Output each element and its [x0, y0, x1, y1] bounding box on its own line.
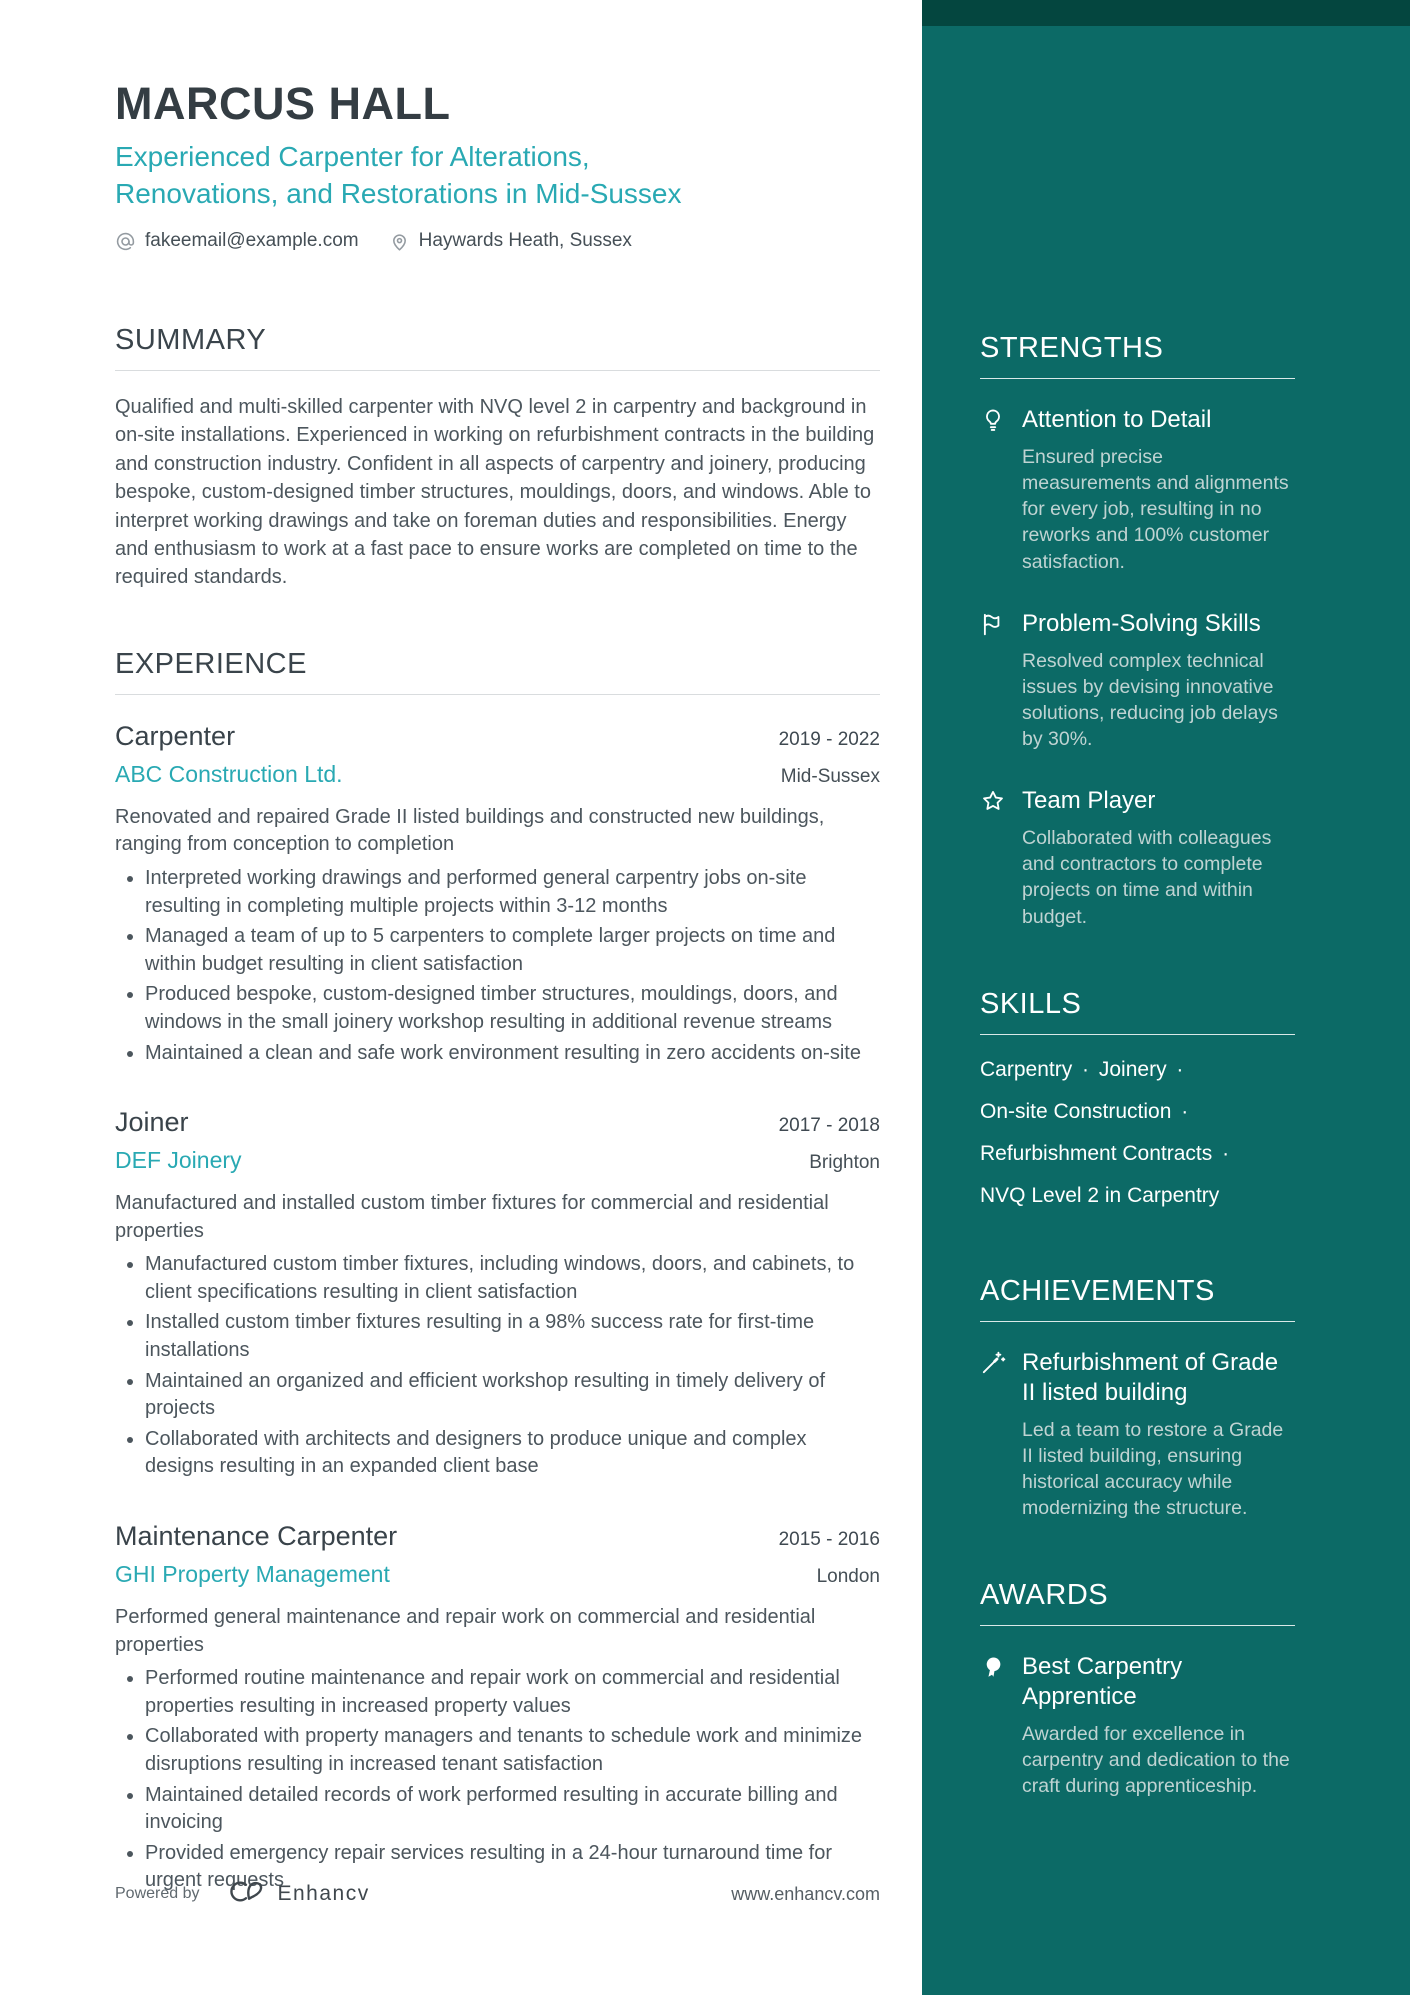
enhancv-logo-icon: [226, 1878, 268, 1910]
skills-section: [980, 988, 1295, 1217]
contact-row: [115, 230, 880, 252]
achievements-heading: ACHIEVEMENTS: [980, 1275, 1295, 1322]
brand-name: Enhancv: [277, 1882, 370, 1905]
flag-icon: [980, 611, 1006, 642]
candidate-headline: Experienced Carpenter for Alterations, Renovations, and Restorations in Mid-Sussex: [115, 141, 682, 209]
strength-item: [980, 609, 1295, 753]
strength-text: Ensured precise measurements and alignments for every job, resulting in no reworks and 100% customer satisfaction.: [1022, 446, 1289, 573]
job-entry: [115, 1107, 880, 1481]
job-bullet-list: [115, 1665, 880, 1895]
job-title: Carpenter: [115, 720, 236, 751]
job-dates: 2017 - 2018: [778, 1115, 880, 1137]
job-location: Mid-Sussex: [780, 765, 880, 787]
strength-item: [980, 786, 1295, 930]
job-location: London: [816, 1566, 880, 1588]
email-text: fakeemail@example.com: [145, 230, 359, 252]
bullet-item: • Installed custom timber fixtures resulting in a 98% success rate for first-time installations: [145, 1309, 880, 1364]
lightbulb-icon: [980, 407, 1006, 438]
job-dates: 2019 - 2022: [778, 728, 880, 750]
at-sign-icon: [115, 231, 136, 252]
star-icon: [980, 788, 1006, 819]
bullet-item: • Managed a team of up to 5 carpenters to complete larger projects on time and within budget resulting in client satisfaction: [145, 923, 880, 978]
skills-heading: SKILLS: [980, 988, 1295, 1035]
powered-by-label: Powered by: [115, 1885, 200, 1902]
map-pin-icon: [389, 231, 410, 252]
strengths-section: [980, 332, 1295, 930]
brand-lockup: [226, 1878, 370, 1910]
job-entry: [115, 1521, 880, 1895]
bullet-item: • Collaborated with property managers and tenants to schedule work and minimize disruptions resulting in increased tenant satisfaction: [145, 1723, 880, 1778]
strength-item: [980, 405, 1295, 575]
job-company: ABC Construction Ltd.: [115, 760, 343, 787]
bullet-item: • Manufactured custom timber fixtures, including windows, doors, and cabinets, to client specifications resulting in client satisfaction: [145, 1251, 880, 1306]
medal-icon: [980, 1654, 1006, 1685]
location-text: Haywards Heath, Sussex: [418, 230, 632, 252]
job-bullet-list: [115, 1251, 880, 1481]
bullet-item: • Interpreted working drawings and performed general carpentry jobs on-site resulting in completing multiple projects within 3-12 months: [145, 865, 880, 920]
candidate-name: MARCUS HALL: [115, 78, 451, 129]
job-description: Performed general maintenance and repair work on commercial and residential properties: [115, 1606, 816, 1656]
sidebar-top-band: [922, 0, 1410, 26]
experience-section: [115, 648, 880, 1895]
sidebar: [922, 0, 1410, 1995]
strength-text: Resolved complex technical issues by devising innovative solutions, reducing job delays by 30%.: [1022, 649, 1278, 750]
magic-wand-icon: [980, 1350, 1006, 1381]
job-company: DEF Joinery: [115, 1147, 242, 1174]
strengths-heading: STRENGTHS: [980, 332, 1295, 379]
achievement-text: Led a team to restore a Grade II listed building, ensuring historical accuracy while modernizing the structure.: [1022, 1418, 1284, 1519]
skill-item: NVQ Level 2 in Carpentry: [980, 1183, 1220, 1207]
strength-text: Collaborated with colleagues and contractors to complete projects on time and within budget.: [1022, 827, 1272, 928]
strength-title: Attention to Detail: [1022, 406, 1212, 433]
awards-section: [980, 1579, 1295, 1799]
skill-item: Carpentry ·: [980, 1058, 1093, 1081]
experience-heading: EXPERIENCE: [115, 648, 880, 695]
job-dates: 2015 - 2016: [778, 1529, 880, 1551]
website-url: www.enhancv.com: [731, 1883, 880, 1904]
contact-location: [389, 230, 632, 252]
achievement-item: [980, 1348, 1295, 1522]
award-item: [980, 1652, 1295, 1799]
summary-section: [115, 324, 880, 592]
job-title: Maintenance Carpenter: [115, 1521, 398, 1552]
job-description: Renovated and repaired Grade II listed buildings and constructed new buildings, ranging from conception to completion: [115, 805, 825, 856]
summary-text: Qualified and multi-skilled carpenter with NVQ level 2 in carpentry and background in on-site installations. Experienced in working on refurbishment contracts in the building and construction industry. Confident in all aspects of carpentry and joinery, producing bespoke, custom-designed timber structures, mouldings, doors, and windows. Able to interpret working drawings and take on foreman duties and responsibilities. Energy and enthusiasm to work at a fast pace to ensure works are completed on time to the required standards.: [115, 396, 875, 589]
bullet-item: • Maintained a clean and safe work environment resulting in zero accidents on-site: [145, 1040, 880, 1068]
job-company: GHI Property Management: [115, 1561, 390, 1588]
skills-list: [980, 1049, 1295, 1217]
achievements-section: [980, 1275, 1295, 1522]
skill-item: On-site Construction ·: [980, 1100, 1192, 1123]
contact-email: [115, 230, 359, 252]
bullet-item: • Collaborated with architects and designers to produce unique and complex designs resulting in an expanded client base: [145, 1426, 880, 1481]
bullet-item: • Provided emergency repair services resulting in a 24-hour turnaround time for urgent requests: [145, 1840, 880, 1895]
summary-heading: SUMMARY: [115, 324, 880, 371]
job-entry: [115, 721, 880, 1067]
bullet-item: • Produced bespoke, custom-designed timber structures, mouldings, doors, and windows in the small joinery workshop resulting in additional revenue streams: [145, 981, 880, 1036]
achievement-title: Refurbishment of Grade II listed building: [1022, 1348, 1279, 1406]
job-description: Manufactured and installed custom timber fixtures for commercial and residential properties: [115, 1192, 829, 1242]
bullet-item: • Maintained detailed records of work performed resulting in accurate billing and invoicing: [145, 1782, 880, 1837]
job-location: Brighton: [809, 1152, 880, 1174]
awards-heading: AWARDS: [980, 1579, 1295, 1626]
strength-title: Team Player: [1022, 787, 1156, 815]
strength-title: Problem-Solving Skills: [1022, 609, 1261, 637]
skill-item: Refurbishment Contracts ·: [980, 1142, 1233, 1165]
bullet-item: • Performed routine maintenance and repair work on commercial and residential properties resulting in increased property values: [145, 1665, 880, 1720]
bullet-item: • Maintained an organized and efficient workshop resulting in timely delivery of projects: [145, 1368, 880, 1423]
award-title: Best Carpentry Apprentice: [1022, 1653, 1183, 1711]
award-text: Awarded for excellence in carpentry and dedication to the craft during apprenticeship.: [1022, 1723, 1290, 1798]
footer: [115, 1878, 880, 1910]
job-bullet-list: [115, 865, 880, 1067]
skill-item: Joinery ·: [1099, 1058, 1188, 1081]
job-title: Joiner: [115, 1107, 189, 1138]
